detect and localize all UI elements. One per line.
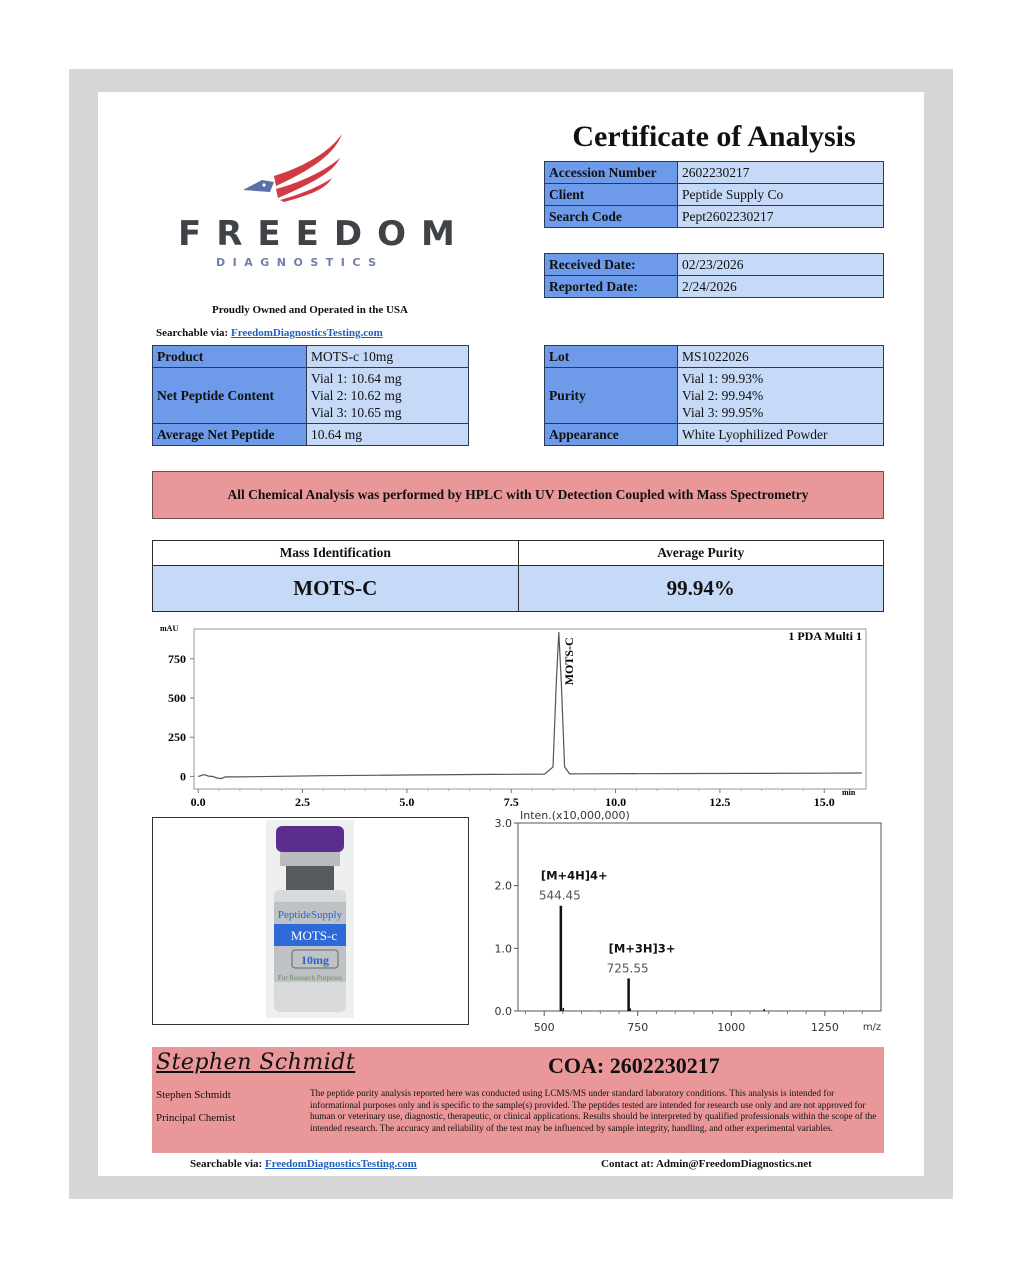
hplc-y-tick-label: 0: [180, 769, 186, 784]
ms-peak-mz-label: 725.55: [606, 961, 649, 976]
searchable-via: [156, 327, 383, 339]
received-date-value: 02/23/2026: [678, 254, 884, 276]
avg-purity-header: Average Purity: [518, 541, 884, 566]
vial-photo: [266, 820, 354, 1018]
page-title: Certificate of Analysis: [572, 120, 856, 153]
ms-x-tick-label: 750: [627, 1021, 649, 1034]
vial-dose-text: 10mg: [301, 953, 329, 967]
hplc-x-tick-label: 12.5: [709, 795, 731, 808]
ms-ylabel: Inten.(x10,000,000): [520, 809, 630, 822]
reported-date-value: 2/24/2026: [678, 276, 884, 298]
avg-net-label: Average Net Peptide: [153, 424, 307, 446]
hplc-xlabel: min: [842, 788, 856, 797]
table-row: [545, 254, 884, 276]
id-table: [544, 161, 884, 228]
mass-spectrum-chart: [480, 805, 890, 1040]
hplc-legend: 1 PDA Multi 1: [788, 629, 862, 643]
ms-y-tick-label: 3.0: [494, 817, 512, 830]
net-vial-3: Vial 3: 10.65 mg: [311, 405, 402, 420]
ms-plot-frame: [518, 823, 881, 1011]
vial-note-text: For Research Purposes: [277, 974, 343, 982]
lot-value: MS1022026: [678, 346, 884, 368]
ms-x-tick-label: 500: [533, 1021, 555, 1034]
table-row: [545, 424, 884, 446]
accession-value: 2602230217: [678, 162, 884, 184]
hplc-x-tick-label: 15.0: [813, 795, 835, 808]
net-vial-1: Vial 1: 10.64 mg: [311, 371, 402, 386]
search-code-label: Search Code: [545, 206, 678, 228]
hplc-peak-label: MOTS-C: [561, 637, 576, 686]
hplc-x-tick-label: 5.0: [399, 795, 415, 808]
footer-searchable-label: Searchable via:: [190, 1158, 263, 1170]
avg-purity-value: 99.94%: [518, 566, 884, 612]
eagle-logo-icon: [240, 132, 350, 202]
lot-label: Lot: [545, 346, 678, 368]
dates-table: [544, 253, 884, 298]
chemist-name: Stephen Schmidt: [156, 1089, 231, 1101]
ms-peak-mz-label: 544.45: [538, 888, 581, 903]
search-code-value: Pept2602230217: [678, 206, 884, 228]
table-row: [153, 346, 469, 368]
hplc-x-tick-label: 7.5: [503, 795, 519, 808]
hplc-plot-frame: [194, 629, 866, 789]
website-link[interactable]: FreedomDiagnosticsTesting.com: [230, 327, 383, 339]
vial-cap: [276, 826, 344, 852]
net-vial-2: Vial 2: 10.62 mg: [311, 388, 402, 403]
ms-peak-ion-label: [M+3H]3+: [608, 941, 676, 956]
vial-product-text: MOTS-c: [290, 928, 338, 943]
purity-vial-3: Vial 3: 99.95%: [682, 405, 764, 420]
client-label: Client: [545, 184, 678, 206]
brand-wordmark: FREEDOM: [178, 214, 470, 254]
eagle-eye: [262, 183, 265, 186]
table-row: [153, 424, 469, 446]
avg-net-value: 10.64 mg: [307, 424, 469, 446]
mass-id-value: MOTS-C: [153, 566, 519, 612]
ms-xlabel: m/z: [862, 1022, 882, 1033]
brand-subtitle: DIAGNOSTICS: [216, 256, 384, 269]
hplc-ylabel: mAU: [160, 624, 179, 633]
product-value: MOTS-c 10mg: [307, 346, 469, 368]
table-row: [153, 566, 884, 612]
vial-brand-text: PeptideSupply: [277, 909, 343, 921]
product-table: [152, 345, 469, 446]
appearance-label: Appearance: [545, 424, 678, 446]
coa-number: COA: 2602230217: [548, 1053, 720, 1078]
hplc-x-tick-label: 10.0: [605, 795, 627, 808]
eagle-head-shape: [243, 180, 274, 192]
table-row: [153, 368, 469, 424]
vial-neck: [286, 866, 334, 892]
reported-date-label: Reported Date:: [545, 276, 678, 298]
table-row: [545, 184, 884, 206]
received-date-label: Received Date:: [545, 254, 678, 276]
footer-website-link[interactable]: FreedomDiagnosticsTesting.com: [264, 1158, 417, 1170]
net-peptide-values: [307, 368, 469, 424]
disclaimer-text: The peptide purity analysis reported here was conducted using LCMS/MS under standard laboratory conditions. This analysis is intended for informational purposes only and is specific to the sample(s) provided. The peptides tested are intended for research use only and are not approved for human or veterinary use, diagnostic, therapeutic, or clinical applications. Results should be interpreted by qualified professionals within the scope of the intended research. The accuracy and reliability of the test may be influenced by sample integrity, handling, and other experimental variables.: [310, 1089, 877, 1135]
hplc-x-tick-label: 2.5: [295, 795, 311, 808]
ms-peak-ion-label: [M+4H]4+: [540, 868, 608, 883]
mass-id-header: Mass Identification: [153, 541, 519, 566]
hplc-y-tick-label: 250: [168, 730, 186, 745]
hplc-x-tick-label: 0.0: [190, 795, 206, 808]
table-row: [545, 206, 884, 228]
table-row: [545, 346, 884, 368]
ms-y-tick-label: 2.0: [494, 879, 512, 893]
appearance-value: White Lyophilized Powder: [678, 424, 884, 446]
searchable-label: Searchable via:: [156, 327, 229, 339]
ms-x-tick-label: 1250: [810, 1021, 839, 1034]
ms-y-tick-label: 1.0: [494, 942, 512, 956]
table-row: [545, 162, 884, 184]
net-peptide-label: Net Peptide Content: [153, 368, 307, 424]
lot-table: [544, 345, 884, 446]
ms-y-tick-label: 0.0: [494, 1005, 512, 1018]
mass-identification-table: [152, 540, 884, 612]
purity-vial-2: Vial 2: 99.94%: [682, 388, 764, 403]
vial-crimp: [280, 852, 340, 866]
chemist-role: Principal Chemist: [156, 1112, 236, 1124]
hplc-chromatogram: [150, 618, 880, 808]
analysis-method-banner: All Chemical Analysis was performed by HPLC with UV Detection Coupled with Mass Spectrometry: [152, 471, 884, 519]
ms-x-tick-label: 1000: [717, 1021, 746, 1034]
footer-searchable: [190, 1158, 417, 1170]
hplc-y-tick-label: 500: [168, 691, 186, 706]
hplc-y-tick-label: 750: [168, 651, 186, 666]
table-row: [545, 368, 884, 424]
client-value: Peptide Supply Co: [678, 184, 884, 206]
table-header-row: [153, 541, 884, 566]
brand-tagline: Proudly Owned and Operated in the USA: [212, 304, 408, 316]
chemist-signature: Stephen Schmidt: [156, 1050, 356, 1075]
purity-vial-1: Vial 1: 99.93%: [682, 371, 764, 386]
product-label: Product: [153, 346, 307, 368]
purity-label: Purity: [545, 368, 678, 424]
table-row: [545, 276, 884, 298]
accession-label: Accession Number: [545, 162, 678, 184]
footer-contact: Contact at: Admin@FreedomDiagnostics.net: [601, 1158, 812, 1170]
purity-values: [678, 368, 884, 424]
hplc-series-line: [198, 632, 862, 779]
